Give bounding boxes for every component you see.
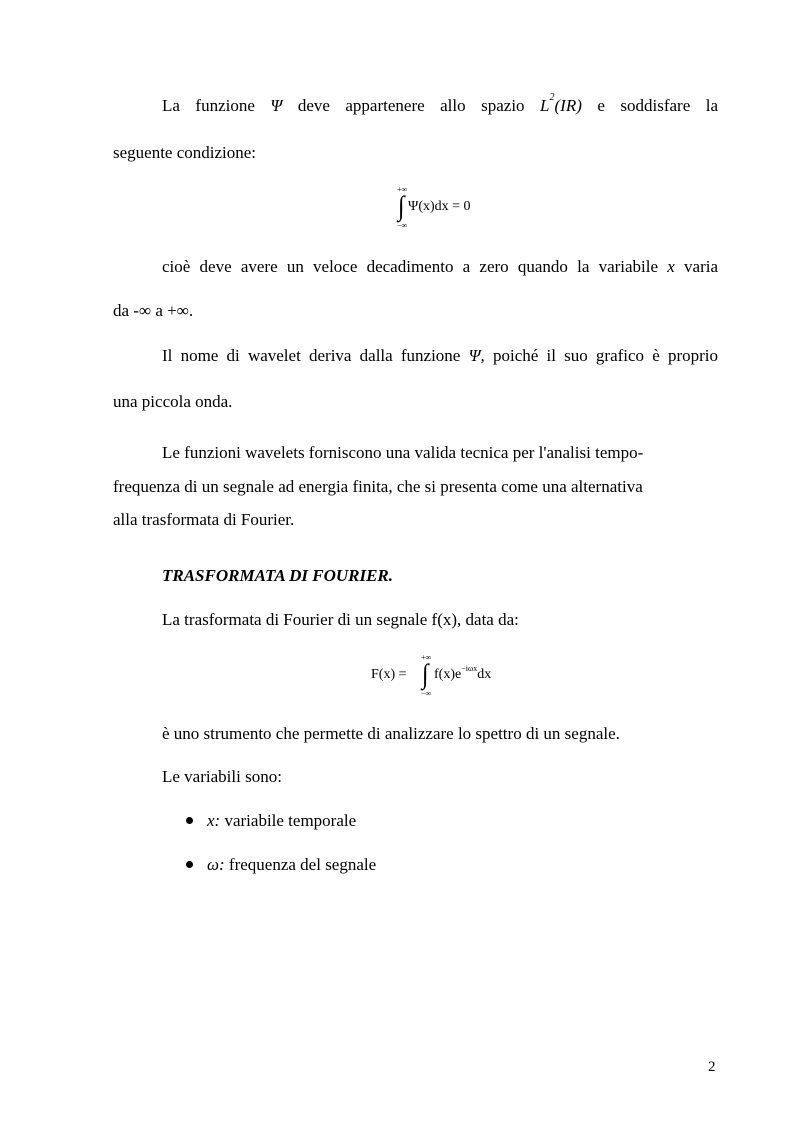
variable-x: x [667,257,675,276]
equation-body-pre: f(x)e [434,667,462,682]
paragraph-1-line-2: seguente condizione: [113,143,257,162]
space-ir: (IR) [554,96,582,115]
space-l2 [540,92,582,115]
text-span: La funzione [162,96,255,115]
list-item-description: variabile temporale [224,811,357,830]
integral-sign: ∫ [398,192,405,222]
paragraph-2-line-1 [162,258,718,275]
paragraph-4-line-3: alla trasformata di Fourier. [113,510,295,529]
text-span: poiché il suo grafico è proprio [492,346,719,365]
space-exponent: 2 [549,92,555,103]
list-item-description: frequenza del segnale [228,855,377,874]
bullet-icon [186,817,193,824]
list-item-symbol: x: [207,811,221,830]
text-span: Il nome di wavelet deriva dalla funzione [162,346,461,365]
lower-limit: −∞ [397,221,408,230]
space-letter: L [540,96,550,115]
paragraph-4-line-2: frequenza di un segnale ad energia finita, che si presenta come una alternativa [113,477,643,496]
upper-limit: +∞ [421,653,432,662]
integral-sign: ∫ [422,660,429,690]
list-item-symbol: ω: [207,855,225,874]
paragraph-5: La trasformata di Fourier di un segnale f(x), data da: [162,610,519,629]
bullet-icon [186,861,193,868]
paragraph-1-line-1 [162,92,719,115]
equation-fourier-transform [371,654,531,700]
page-number: 2 [708,1059,716,1075]
text-span: e soddisfare la [597,96,719,115]
psi-symbol: Ψ [270,96,283,115]
paragraph-6: è uno strumento che permette di analizzare lo spettro di un segnale. [162,724,620,743]
equation-integral-psi [396,186,516,232]
paragraph-3-line-2: una piccola onda. [113,392,233,411]
list-item-variable-omega [207,856,376,873]
text-span: varia [684,257,719,276]
psi-symbol: Ψ, [468,346,485,365]
text-span: deve appartenere allo spazio [297,96,525,115]
paragraph-7: Le variabili sono: [162,767,282,786]
list-item-variable-x [207,812,356,829]
equation-body: Ψ(x)dx = 0 [408,199,471,214]
lower-limit: −∞ [421,689,432,698]
upper-limit: +∞ [397,185,408,194]
equation-body-post: dx [477,667,492,682]
text-span: cioè deve avere un veloce decadimento a zero quando la variabile [162,257,659,276]
section-heading: TRASFORMATA DI FOURIER. [162,566,394,585]
equation-body [434,664,492,682]
equation-lhs: F(x) = [371,667,407,682]
paragraph-2-line-2: da -∞ a +∞. [113,301,194,320]
equation-exponent: −iωx [461,664,478,673]
paragraph-3-line-1 [162,347,718,364]
paragraph-4-line-1: Le funzioni wavelets forniscono una valida tecnica per l'analisi tempo- [162,443,644,462]
